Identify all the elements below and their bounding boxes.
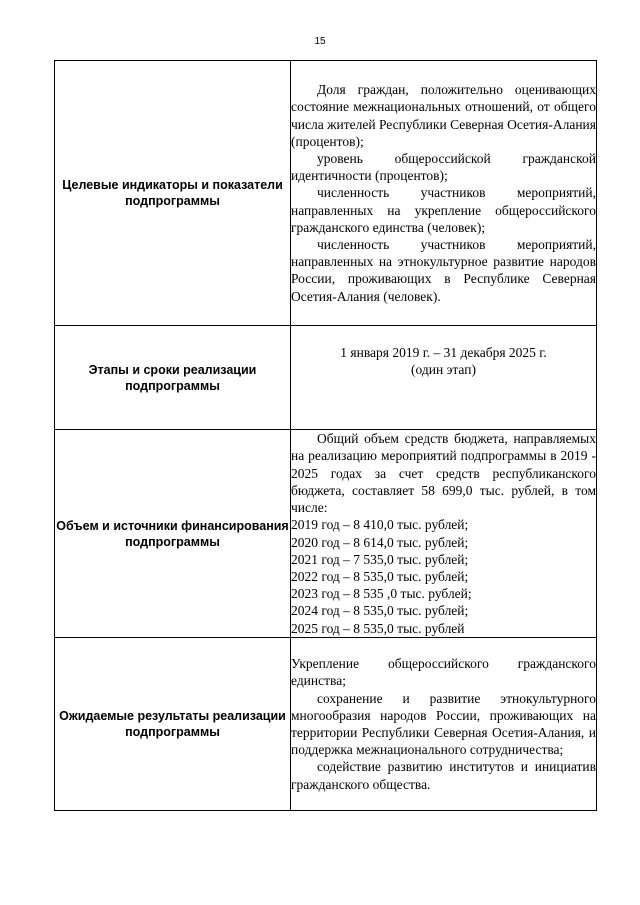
row-label-indicators: Целевые индикаторы и показатели подпрограммы (55, 61, 291, 326)
funding-year-2025: 2025 год – 8 535,0 тыс. рублей (291, 620, 465, 636)
row-value-funding (291, 430, 597, 638)
funding-year-2021: 2021 год – 7 535,0 тыс. рублей; (291, 551, 469, 567)
row-label-stages: Этапы и сроки реализации подпрограммы (55, 326, 291, 430)
paragraph: сохранение и развитие этнокультурного многообразия народов России, проживающих на территории Республики Северная Осетия-Алания, и поддержка межнационального сотрудничества; (291, 690, 596, 758)
row-label-results: Ожидаемые результаты реализации подпрограммы (55, 638, 291, 811)
table-row (55, 61, 597, 326)
paragraph: Доля граждан, положительно оценивающих состояние межнациональных отношений, от общего числа жителей Республики Северная Осетия-Алания (процентов); (291, 82, 596, 149)
page-number: 15 (314, 36, 326, 47)
funding-year-2020: 2020 год – 8 614,0 тыс. рублей; (291, 534, 469, 550)
period-line: 1 января 2019 г. – 31 декабря 2025 г. (340, 345, 547, 360)
paragraph: Укрепление общероссийского гражданского единства; (291, 656, 596, 689)
table-row (55, 638, 597, 811)
funding-year-2022: 2022 год – 8 535,0 тыс. рублей; (291, 568, 469, 584)
stage-line: (один этап) (411, 362, 476, 378)
funding-year-2024: 2024 год – 8 535,0 тыс. рублей; (291, 603, 469, 619)
paragraph: уровень общероссийской гражданской идентичности (процентов); (291, 150, 596, 184)
row-label-funding: Объем и источники финансирования подпрограммы (55, 430, 291, 638)
row-value-stages (291, 326, 597, 430)
row-value-results (291, 638, 597, 811)
table-row (55, 430, 597, 638)
funding-year-2023: 2023 год – 8 535 ,0 тыс. рублей; (291, 586, 472, 602)
paragraph: содействие развитию институтов и инициатив гражданского общества. (291, 759, 596, 792)
paragraph: численность участников мероприятий, направленных на этнокультурное развитие народов России, проживающих в Республике Северная Осетия-Алания (человек). (291, 237, 596, 304)
table-row (55, 326, 597, 430)
paragraph: численность участников мероприятий, направленных на укрепление общероссийского гражданского единства (человек); (291, 185, 596, 235)
funding-intro: Общий объем средств бюджета, направляемых на реализацию мероприятий подпрограммы в 2019 - 2025 годах за счет средств республиканского бюджета, составляет 58 699,0 тыс. рублей, в том числе: (291, 431, 596, 516)
funding-year-2019: 2019 год – 8 410,0 тыс. рублей; (291, 517, 469, 533)
subprogram-passport-table (54, 60, 597, 811)
row-value-indicators (291, 61, 597, 326)
